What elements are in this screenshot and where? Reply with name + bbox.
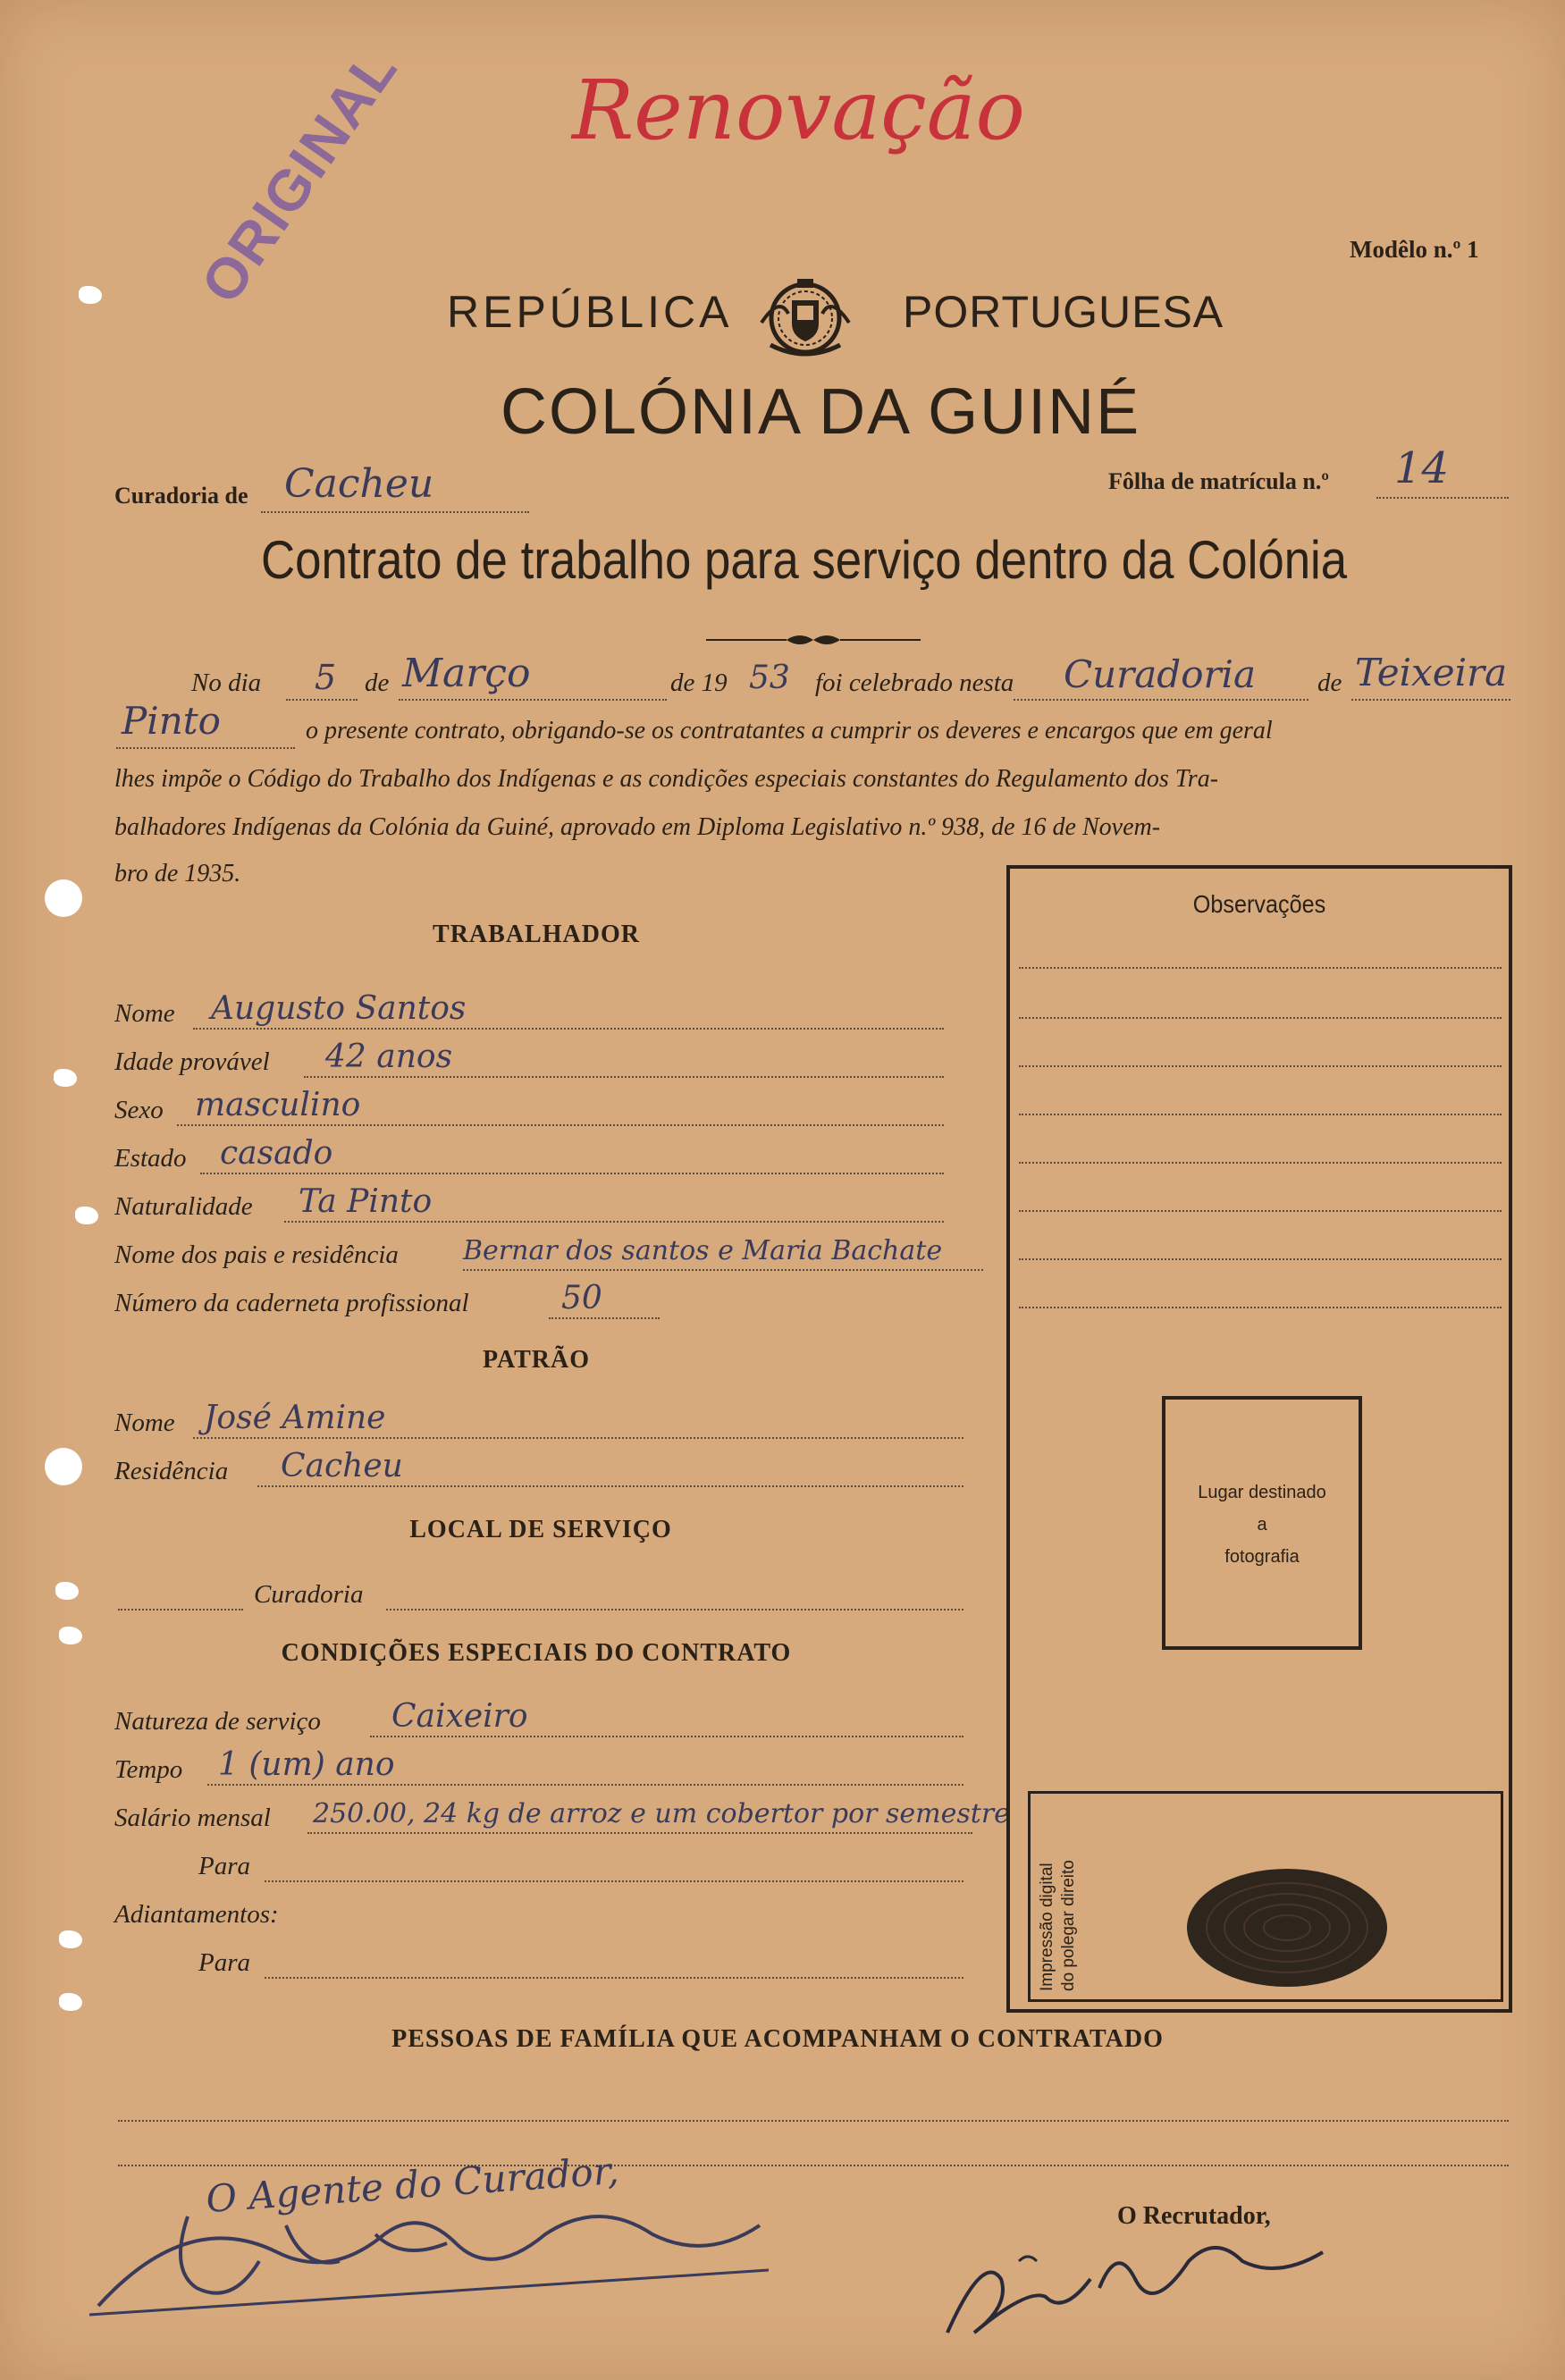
pais-label: Nome dos pais e residência — [114, 1240, 399, 1269]
photo-caption-line1: Lugar destinado — [1198, 1483, 1326, 1502]
republica-word: REPÚBLICA — [447, 287, 733, 337]
sexo-value: masculino — [195, 1087, 361, 1123]
photo-caption — [1162, 1476, 1362, 1573]
edge-notch — [59, 1993, 82, 2011]
thumb-caption-line1: Impressão digital — [1038, 1863, 1056, 1991]
observacoes-heading: Observações — [1192, 890, 1326, 918]
agente-note: O Agente do Curador, — [204, 2148, 620, 2222]
estado-row — [114, 1135, 963, 1180]
local-heading: LOCAL DE SERVIÇO — [409, 1516, 672, 1543]
folha-dotted-line — [1376, 497, 1509, 499]
salario-label: Salário mensal — [114, 1804, 271, 1832]
trabalhador-nome-row — [114, 990, 963, 1035]
observacoes-line — [1019, 1162, 1502, 1164]
condicoes-heading: CONDIÇÕES ESPECIAIS DO CONTRATO — [281, 1639, 792, 1667]
estado-dotted-line — [200, 1173, 944, 1174]
observacoes-line — [1019, 1210, 1502, 1212]
idade-dotted-line — [304, 1076, 944, 1078]
folha-label: Fôlha de matrícula n.º — [1108, 468, 1329, 494]
nome-value: Augusto Santos — [211, 990, 467, 1027]
natureza-dotted-line — [370, 1736, 963, 1737]
para1-label: Para — [198, 1852, 250, 1880]
local-curadoria-dotted-line — [386, 1609, 963, 1610]
patrao-nome-dotted-line — [193, 1437, 963, 1439]
folha-value: 14 — [1394, 443, 1450, 493]
intro-month: Março — [402, 651, 531, 696]
handwritten-renovacao: Renovação — [572, 63, 1025, 158]
punch-hole — [45, 879, 82, 917]
observacoes-line — [1019, 1114, 1502, 1115]
model-number: Modêlo n.º 1 — [1350, 236, 1479, 263]
intro-de2: de — [1317, 669, 1342, 697]
nome-label: Nome — [114, 999, 175, 1028]
photo-caption-line3: fotografia — [1224, 1547, 1300, 1567]
intro-place-a: Teixeira — [1355, 651, 1508, 694]
intro-year: 53 — [749, 660, 790, 696]
trabalhador-heading: TRABALHADOR — [433, 921, 640, 948]
adiantamentos-label: Adiantamentos: — [114, 1900, 279, 1929]
observacoes-line — [1019, 967, 1502, 969]
nome-dotted-line — [193, 1028, 944, 1030]
patrao-nome-label: Nome — [114, 1409, 175, 1437]
intro-line5: bro de 1935. — [114, 860, 241, 887]
day-dotted-line — [286, 699, 358, 701]
sexo-label: Sexo — [114, 1096, 164, 1124]
colony-title: COLÓNIA DA GUINÉ — [501, 376, 1141, 448]
observacoes-line — [1019, 1065, 1502, 1067]
observacoes-line — [1019, 1307, 1502, 1308]
para2-label: Para — [198, 1948, 250, 1977]
coat-of-arms-icon — [753, 273, 858, 363]
familia-dotted-line — [118, 2120, 1509, 2122]
residencia-label: Residência — [114, 1457, 229, 1485]
intro-line4: balhadores Indígenas da Colónia da Guiné, aprovado em Diploma Legislativo n.º 938, de 16 de Novem- — [114, 813, 1161, 841]
natureza-row — [114, 1698, 963, 1743]
residencia-dotted-line — [257, 1485, 963, 1487]
caderneta-row — [114, 1280, 963, 1325]
familia-heading: PESSOAS DE FAMÍLIA QUE ACOMPANHAM O CONTRATADO — [391, 2025, 1164, 2053]
pais-dotted-line — [463, 1269, 983, 1271]
edge-notch — [79, 286, 102, 304]
idade-value: 42 anos — [325, 1039, 453, 1075]
intro-curadoria-word: Curadoria — [1064, 652, 1257, 696]
place-dotted-line — [1351, 699, 1510, 701]
curadoria-value: Cacheu — [284, 461, 434, 507]
observacoes-line — [1019, 1017, 1502, 1019]
patrao-nome-row — [114, 1400, 963, 1444]
caderneta-dotted-line — [549, 1317, 660, 1319]
thumb-caption-line2: do polegar direito — [1059, 1860, 1078, 1991]
familia-dotted-line — [118, 2165, 1509, 2166]
intro-de: de — [365, 669, 390, 697]
curadoria-dotted-line — [261, 511, 529, 513]
month-dotted-line — [399, 699, 667, 701]
naturalidade-row — [114, 1183, 963, 1228]
tempo-label: Tempo — [114, 1755, 183, 1784]
punch-hole — [45, 1448, 82, 1485]
portuguesa-word: PORTUGUESA — [903, 287, 1224, 337]
idade-row — [114, 1039, 963, 1083]
contract-title: Contrato de trabalho para serviço dentro da Colónia — [261, 530, 1348, 590]
salario-dotted-line — [307, 1832, 972, 1834]
place-b-dotted-line — [116, 747, 295, 749]
intro-line2: o presente contrato, obrigando-se os contratantes a cumprir os deveres e encargos que em geral — [306, 717, 1273, 744]
para1-dotted-line — [265, 1880, 963, 1882]
intro-no-dia: No dia — [191, 669, 262, 697]
local-dotted-line — [118, 1609, 243, 1610]
naturalidade-dotted-line — [284, 1221, 944, 1223]
natureza-label: Natureza de serviço — [114, 1707, 321, 1736]
tempo-value: 1 (um) ano — [218, 1746, 395, 1783]
sexo-dotted-line — [177, 1124, 944, 1126]
naturalidade-label: Naturalidade — [114, 1192, 253, 1221]
estado-value: casado — [220, 1135, 333, 1172]
recruiter-signature-icon — [921, 2234, 1341, 2351]
pais-value: Bernar dos santos e Maria Bachate — [463, 1235, 943, 1266]
observacoes-line — [1019, 1258, 1502, 1260]
patrao-nome-value: José Amine — [204, 1400, 386, 1436]
intro-celebrado: foi celebrado nesta — [815, 669, 1014, 697]
curadoria-label: Curadoria de — [114, 483, 248, 509]
para1-row — [114, 1852, 963, 1888]
idade-label: Idade provável — [114, 1047, 270, 1076]
salario-value: 250.00, 24 kg de arroz e um cobertor por semestre — [313, 1798, 1010, 1829]
naturalidade-value: Ta Pinto — [299, 1183, 433, 1220]
tempo-dotted-line — [207, 1784, 963, 1786]
original-stamp: ORIGINAL — [188, 37, 410, 315]
edge-notch — [75, 1207, 98, 1224]
caderneta-value: 50 — [561, 1280, 602, 1316]
salario-row — [114, 1798, 1010, 1839]
sexo-row — [114, 1087, 963, 1131]
para2-dotted-line — [265, 1977, 963, 1979]
thumbprint-caption — [1037, 1795, 1080, 1991]
agent-signature-icon — [80, 2199, 795, 2324]
residencia-row — [114, 1448, 963, 1493]
recruiter-label: O Recrutador, — [1117, 2202, 1271, 2230]
edge-notch — [59, 1627, 82, 1644]
patrao-heading: PATRÃO — [482, 1346, 591, 1374]
intro-day: 5 — [315, 658, 337, 697]
pais-row — [114, 1235, 999, 1276]
estado-label: Estado — [114, 1144, 187, 1173]
thumbprint-icon — [1180, 1861, 1394, 1995]
natureza-value: Caixeiro — [391, 1698, 528, 1735]
tempo-row — [114, 1746, 963, 1791]
edge-notch — [59, 1930, 82, 1948]
curadoria-word-dotted-line — [1014, 699, 1308, 701]
edge-notch — [55, 1582, 79, 1600]
intro-de-year: de 19 — [670, 669, 728, 697]
photo-caption-line2: a — [1257, 1515, 1267, 1535]
residencia-value: Cacheu — [281, 1448, 403, 1484]
para2-row — [114, 1948, 963, 1984]
adiantamentos-row — [114, 1900, 963, 1936]
intro-place-b: Pinto — [122, 699, 221, 743]
caderneta-label: Número da caderneta profissional — [114, 1289, 469, 1317]
local-curadoria-label: Curadoria — [254, 1580, 364, 1609]
edge-notch — [54, 1069, 77, 1087]
ornament-divider — [706, 631, 921, 649]
intro-line3: lhes impõe o Código do Trabalho dos Indígenas e as condições especiais constantes do Regulamento dos Tra- — [114, 765, 1219, 793]
